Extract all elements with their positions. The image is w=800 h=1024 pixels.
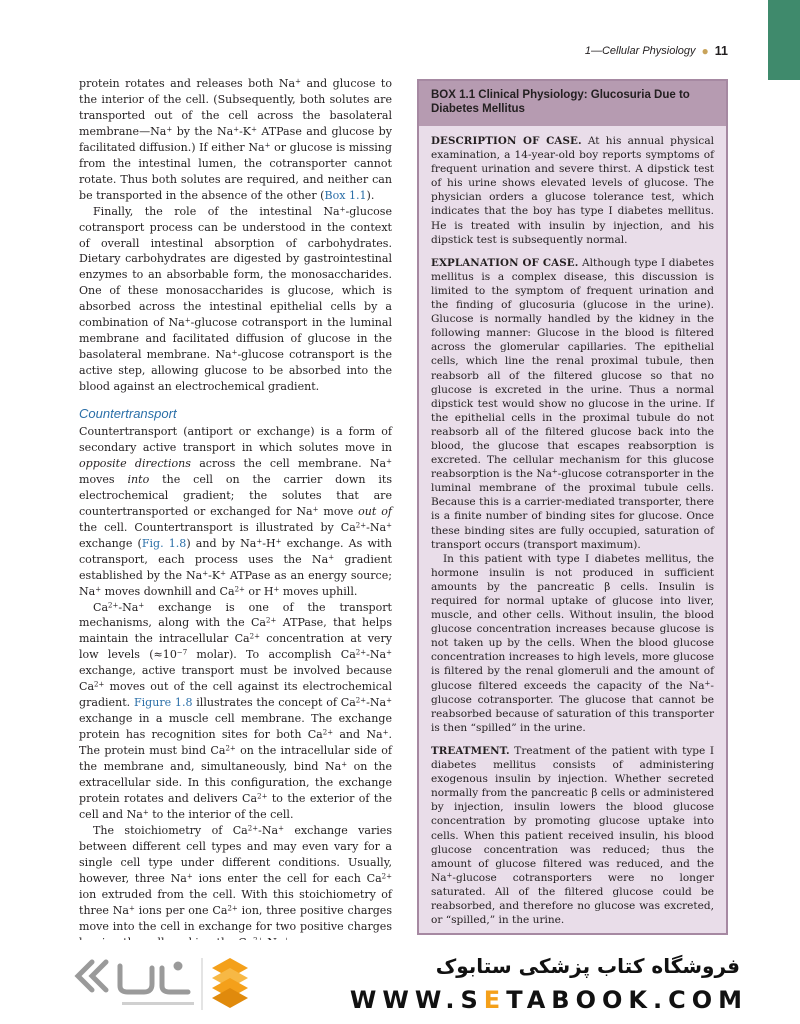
box-body — [419, 126, 726, 927]
section-lead: DESCRIPTION OF CASE. — [431, 135, 582, 147]
clinical-box — [417, 79, 728, 935]
publisher-footer — [0, 940, 800, 1024]
paragraph: The stoichiometry of $Ca^{2+}-Na^+$ exchange varies between different cell types and may even vary for a single cell type under different conditions. Usually, however, three Na+ ions enter the cell for each $Ca^{2+}$ ion extruded from the cell. With this stoichiometry of three Na+ ions per one $Ca^{2+}$ ion, three positive charges move into the cell in exchange for two positive charges — [79, 823, 393, 933]
box-section-explanation — [431, 256, 714, 552]
section-lead: TREATMENT. — [431, 744, 510, 757]
box-paragraph: In this patient with type I diabetes mellitus, the hormone insulin is not produced in sufficient amounts by the pancreatic β cells. Insulin is required for normal uptake of glucose into liver, muscle, and other cells. Without insulin, the blood glucose concentration increases because glucose is not taken up by the cells. When the blood glucose concentration increases to high levels, more glucose is filtered by the renal glomeruli and the amount of glucose filtered exceeds the capacity of the Na+-glucose cotransporter. The glucose that cannot be reabsorbed because of saturation of this transporter is then “spilled” in the urine. — [431, 552, 714, 734]
box-section-treatment — [431, 744, 714, 927]
paragraph: $Ca^{2+}-Na^+$ exchange is one of the transport mechanisms, along with the $Ca^{2+}$ ATPase, that helps maintain the intracellular $Ca^{2+}$ concentration at very low levels ($\approx 10^{-7}$ molar). To accomplish $Ca^{2+}-Na^+$ exchange, active transport must be involved because $Ca^{2+}$ moves out of the cell against its electrochemical gradient. Figure 1.8 illustrates the concept of $Ca^{2+}-Na^+$ exchange in a muscle cell membrane. The exchange protein has recognition sites for both $Ca^{2+}$ and Na+. The protein must bind $Ca^{2+}$ on the intracellular side of the membrane and, simultaneously, bind Na+ on the extracellular side. In this configuration, the exchange protein rotates and delivers $Ca^{2+}$ to the exterior of the cell and Na+ to the interior of the cell. — [79, 600, 393, 821]
section-text: At his annual physical examination, a 14-year-old boy reports symptoms of frequent urination and severe thirst. A dipstick test of his urine shows elevated levels of glucose. The physician orders a glucose tolerance test, which indicates that the boy has type I diabetes mellitus. He is treated with insulin by injection, and his dipstick test is subsequently normal. — [431, 135, 714, 246]
paragraph: Finally, the role of the intestinal Na+-glucose cotransport process can be understood in the context of overall intestinal absorption of carbohydrates. Dietary carbohydrates are digested by gastrointestinal enzymes to an absorbable form, the monosaccharides. One of these monosaccharides is glucose, which is absorbed across the intestinal epithelial cells by a combination of Na+-glucose cotransport in the luminal membrane and facilitated diffusion of glucose in the basolateral membrane. Na+-glucose cotransport is the active step, allowing glucose to be absorbed into the blood against an electrochemical gradient. — [79, 204, 392, 394]
section-heading: Countertransport — [79, 406, 177, 422]
store-title: فروشگاه کتاب پزشکی ستابوک — [435, 954, 740, 978]
url-accent-letter: E — [483, 986, 507, 1014]
setabook-logo — [62, 954, 252, 1020]
chapter-tab — [768, 0, 800, 80]
box-section-description — [431, 134, 714, 247]
running-head — [585, 44, 728, 58]
section-lead: EXPLANATION OF CASE. — [431, 256, 579, 269]
page-number: 11 — [714, 44, 728, 58]
store-url[interactable] — [350, 986, 748, 1014]
paragraph: protein rotates and releases both Na+ and glucose to the interior of the cell. (Subsequently, both solutes are transported out of the cell across the basolateral membrane—Na+ by the Na+-K+ ATPase and glucose by facilitated diffusion.) If either Na+ or glucose is missing from the intestinal lumen, the cotransporter cannot rotate. Thus both solutes are required, and neither can be transported in the absence of the other (Box 1.1). — [79, 77, 392, 202]
url-part: WWW.S — [349, 986, 484, 1014]
chapter-title: 1—Cellular Physiology — [584, 45, 696, 57]
box-title: BOX 1.1 Clinical Physiology: Glucosuria Due to Diabetes Mellitus — [419, 81, 726, 126]
bullet-separator: ● — [701, 44, 709, 58]
logo-mark-icon — [212, 958, 248, 1008]
section-text: Although type I diabetes mellitus is a complex disease, this discussion is limited to the symptom of frequent urination and the finding of glucosuria (glucose in the urine). Glucose is normally handled by the kidney in the following manner: Glucose in the blood is filtered across the glomerular capillaries. The epithelial cells, which line the renal proximal tubule, then reabsorb all of the filtered glucose so that no glucose is excreted in the urine. Thus a normal dipstick test would show no glucose in the urine. If the epithelial cells in the proximal tubule do not reabsorb all of the filtered glucose back into the blood, the glucose that escapes reabsorption is excreted. The cellular mechanism for this glucose reabsorption is the Na+-glucose cotransporter in the luminal membrane of the proximal tubule cells. Because this is a carrier-mediated transporter, there is a finite number of binding sites for glucose. Once these binding sites are fully occupied, saturation of transport occurs (transport maximum). — [431, 256, 715, 551]
main-text-column — [79, 76, 392, 950]
url-part: TABOOK.COM — [506, 986, 748, 1014]
paragraph: Countertransport (antiport or exchange) is a form of secondary active transport in which solutes move in opposite directions across the cell membrane. Na+ moves into the cell on the carrier down its electrochemical gradient; the solutes that are countertransported or exchanged for Na+ move out of the cell. Countertransport is illustrated by $Ca^{2+}-Na^+$ exchange (Fig. 1.8) and by Na+-H+ exchange. As with cotransport, each process uses the Na+ gradient established by the Na+-K+ ATPase as an energy source; Na+ moves downhill and $Ca^{2+}$ or H+ moves uphill. — [79, 425, 393, 598]
logo-wordmark-icon — [78, 962, 188, 992]
section-text: Treatment of the patient with type I diabetes mellitus consists of administering exogenous insulin by injection. Whether secreted normally from the pancreatic β cells or administered by injection, insulin lowers the blood glucose concentration by promoting glucose uptake into cells. When this patient received insulin, his blood glucose concentration was reduced; thus the amount of glucose filtered was reduced, and the Na+-glucose cotransporters were no longer saturated. All of the filtered glucose could be reabsorbed, and therefore no glucose was excreted, or “spilled,” in the urine. — [431, 744, 714, 927]
